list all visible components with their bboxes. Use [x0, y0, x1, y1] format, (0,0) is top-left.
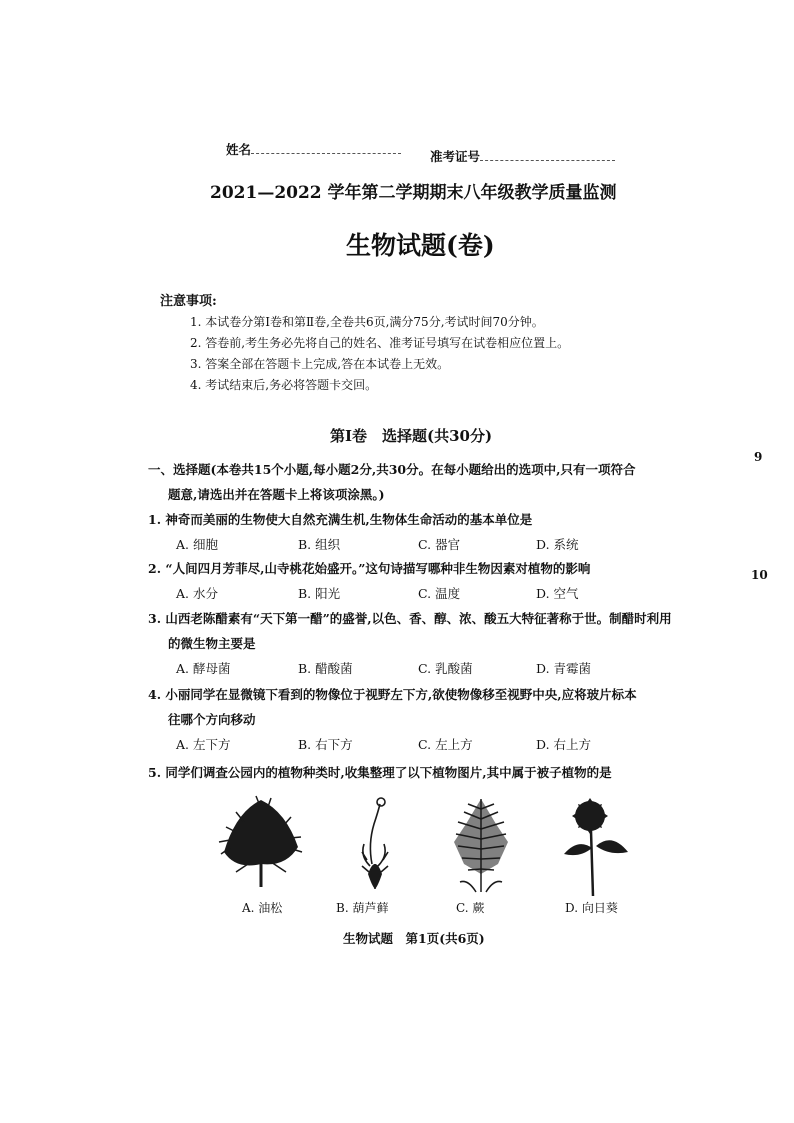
note-item: 4. 考试结束后,务必将答题卡交回。 [190, 378, 378, 392]
margin-number: 9 [754, 450, 763, 464]
exam-no-label: 准考证号 [430, 149, 481, 164]
plant-caption-b: B. 葫芦藓 [336, 901, 389, 915]
section-title: 第Ⅰ卷 选择题(共30分) [330, 427, 493, 445]
option-b: B. 组织 [298, 537, 341, 552]
section-instruction: 一、选择题(本卷共15个小题,每小题2分,共30分。在每小题给出的选项中,只有一项符合 [148, 462, 636, 477]
pine-plant-image [216, 792, 306, 892]
question-5: 5. 同学们调查公园内的植物种类时,收集整理了以下植物图片,其中属于被子植物的是 [148, 765, 612, 780]
option-d: D. 青霉菌 [536, 661, 592, 676]
plant-caption-a: A. 油松 [242, 901, 283, 915]
section-instruction-cont: 题意,请选出并在答题卡上将该项涂黑。) [168, 487, 385, 502]
option-c: C. 温度 [418, 586, 461, 601]
exam-no-field [430, 147, 615, 165]
option-a: A. 酵母菌 [176, 661, 231, 676]
option-d: D. 空气 [536, 586, 579, 601]
option-d: D. 右上方 [536, 737, 592, 752]
name-label: 姓名 [226, 142, 252, 157]
option-a: A. 水分 [176, 586, 218, 601]
question-3-cont: 的微生物主要是 [168, 636, 256, 651]
option-b: B. 醋酸菌 [298, 661, 353, 676]
option-b: B. 右下方 [298, 737, 353, 752]
note-item: 3. 答案全部在答题卡上完成,答在本试卷上无效。 [190, 357, 450, 371]
question-4: 4. 小丽同学在显微镜下看到的物像位于视野左下方,欲使物像移至视野中央,应将玻片标本 [148, 687, 637, 702]
note-item: 1. 本试卷分第Ⅰ卷和第Ⅱ卷,全卷共6页,满分75分,考试时间70分钟。 [190, 315, 544, 329]
option-d: D. 系统 [536, 537, 579, 552]
notes-title: 注意事项: [160, 294, 217, 309]
exam-no-blank [480, 160, 615, 161]
option-c: C. 器官 [418, 537, 461, 552]
option-a: A. 左下方 [176, 737, 231, 752]
question-1: 1. 神奇而美丽的生物使大自然充满生机,生物体生命活动的基本单位是 [148, 512, 533, 527]
moss-plant-image [350, 794, 400, 894]
question-4-cont: 往哪个方向移动 [168, 712, 256, 727]
option-c: C. 乳酸菌 [418, 661, 473, 676]
plant-caption-d: D. 向日葵 [565, 901, 618, 915]
sunflower-plant-image [558, 796, 638, 896]
subject-title: 生物试题(卷) [346, 231, 495, 260]
note-item: 2. 答卷前,考生务必先将自己的姓名、准考证号填写在试卷相应位置上。 [190, 336, 570, 350]
name-field [226, 140, 401, 158]
name-blank [251, 153, 401, 154]
question-3: 3. 山西老陈醋素有“天下第一醋”的盛誉,以色、香、醇、浓、酸五大特征著称于世。制醋时利用 [148, 611, 672, 626]
question-2: 2. “人间四月芳菲尽,山寺桃花始盛开。”这句诗描写哪种非生物因素对植物的影响 [148, 561, 591, 576]
plant-caption-c: C. 蕨 [456, 901, 485, 915]
page-footer: 生物试题 第1页(共6页) [343, 931, 485, 946]
option-c: C. 左上方 [418, 737, 473, 752]
exam-title: 2021—2022 学年第二学期期末八年级教学质量监测 [210, 183, 617, 203]
margin-number: 10 [751, 568, 768, 582]
option-a: A. 细胞 [176, 537, 218, 552]
fern-plant-image [446, 794, 516, 894]
option-b: B. 阳光 [298, 586, 341, 601]
